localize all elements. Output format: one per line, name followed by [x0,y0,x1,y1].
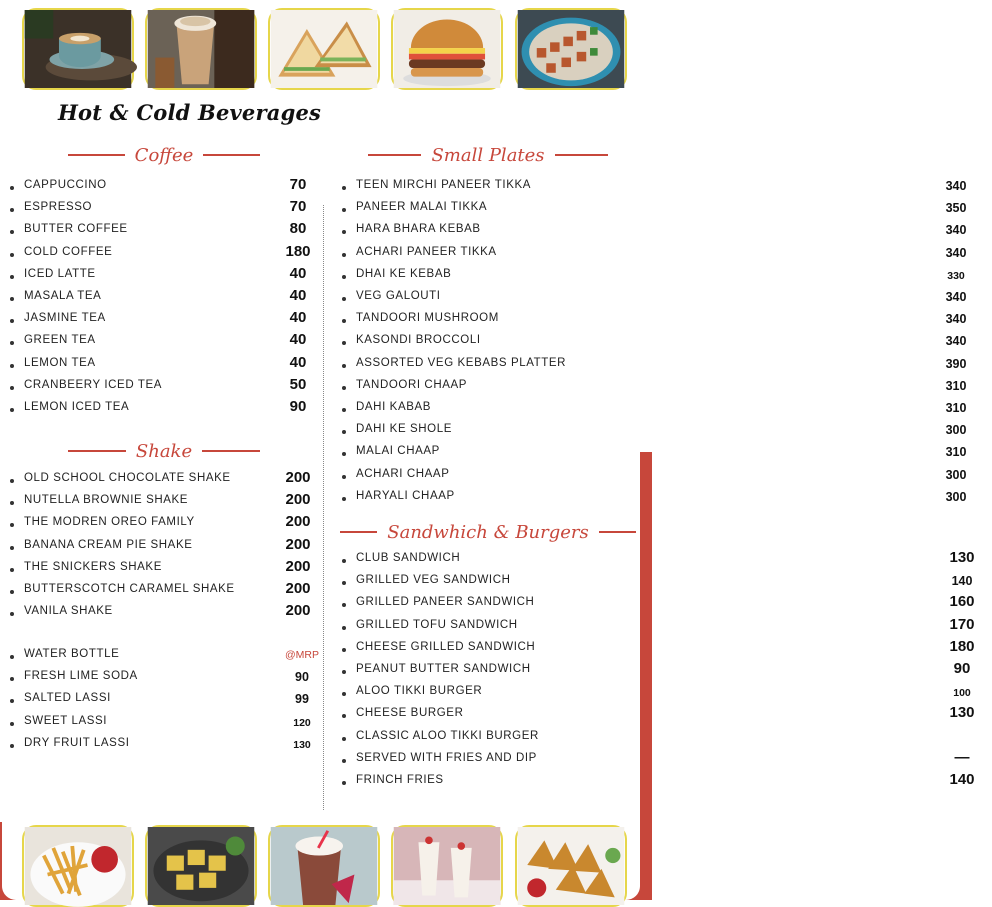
bullet-icon [10,208,14,212]
menu-item-price: 70 [289,176,307,193]
sandwich-photo [268,8,380,90]
menu-item-price: 200 [285,580,311,597]
menu-item-price: 330 [947,269,965,282]
menu-item-price: 340 [945,179,967,193]
menu-item-row [342,442,967,464]
bullet-icon [10,501,14,505]
bullet-icon [342,319,346,323]
menu-item-price: 90 [289,398,307,415]
menu-item-row [342,265,965,287]
menu-item-name: PANEER MALAI TIKKA [356,201,488,214]
menu-item-price: 130 [293,738,311,751]
menu-item-name: SWEET LASSI [24,714,108,727]
menu-item-name: THE SNICKERS SHAKE [24,560,162,573]
bullet-icon [342,408,346,412]
menu-item-row [10,712,310,734]
menu-item-price: 200 [285,513,311,531]
menu-item-row [342,176,967,198]
top-photo-strip [0,8,652,90]
menu-item-name: FRINCH FRIES [356,774,444,786]
menu-item-name: BUTTERSCOTCH CARAMEL SHAKE [24,583,235,595]
bullet-icon [342,208,346,212]
bullet-icon [10,386,14,390]
bullet-icon [10,590,14,594]
menu-item-name: PEANUT BUTTER SANDWICH [356,663,531,675]
menu-item-price: 200 [285,535,311,553]
bullet-icon [342,559,346,563]
menu-item-name: MALAI CHAAP [356,445,440,458]
menu-item-price: 100 [953,687,971,700]
bullet-icon [342,364,346,368]
bullet-icon [342,759,346,763]
bullet-icon [10,479,14,483]
menu-item-price: 99 [295,692,309,707]
menu-item-name: HARA BHARA KEBAB [356,223,481,236]
menu-item-price: 200 [285,491,311,509]
menu-item-row [342,637,975,660]
small-plates-heading-text: Small Plates [431,144,545,166]
heading-rule [68,154,125,156]
menu-item-name: COLD COFFEE [24,245,113,258]
menu-item-price: 90 [295,670,309,685]
bullet-icon [342,297,346,301]
coffee-cup-photo [22,8,134,90]
menu-item-price: 50 [289,375,307,393]
heading-rule [68,450,126,452]
bullet-icon [10,699,14,703]
menu-item-name: THE MODREN OREO FAMILY [24,516,195,529]
menu-item-price: 170 [949,615,975,633]
menu-item-name: ICED LATTE [24,267,96,280]
menu-item-name: DAHI KABAB [356,401,432,413]
menu-item-name: CRANBEERY ICED TEA [24,378,162,391]
menu-item-row [342,220,967,242]
menu-item-row [342,398,967,420]
cold-coffee-photo [145,8,257,90]
menu-item-price: 340 [945,312,967,327]
bullet-icon [10,253,14,257]
menu-item-name: DRY FRUIT LASSI [24,736,130,749]
menu-item-name: ALOO TIKKI BURGER [356,685,483,698]
menu-item-price: 300 [945,423,967,438]
menu-item-row [342,243,967,265]
menu-item-name: NUTELLA BROWNIE SHAKE [24,494,189,507]
menu-item-row [342,420,967,442]
menu-item-row [10,689,310,711]
menu-item-row [342,660,971,682]
menu-item-price: 40 [289,353,307,371]
menu-item-row [10,558,310,580]
menu-item-name: ACHARI CHAAP [356,467,450,480]
menu-item-row [342,465,967,487]
menu-item-price: 180 [949,637,975,655]
menu-item-name: LEMON ICED TEA [24,401,130,413]
menu-item-price: 300 [945,467,967,482]
bullet-icon [342,430,346,434]
menu-item-row [10,469,310,491]
menu-item-price: 310 [945,445,967,460]
menu-item-row [10,376,310,398]
menu-item-price: 40 [289,309,307,327]
bullet-icon [342,275,346,279]
menu-title: Hot & Cold Beverages [58,100,322,125]
dhokla-photo [145,825,257,907]
menu-item-price: 130 [949,704,975,722]
menu-item-name: BUTTER COFFEE [24,223,128,236]
menu-item-row [342,198,967,220]
menu-item-price: 300 [945,489,967,504]
bullet-icon [342,386,346,390]
menu-item-price: 130 [949,549,975,566]
menu-item-row [10,265,310,287]
menu-item-row [342,771,975,793]
menu-item-row [10,398,310,420]
shake-heading-text: Shake [135,440,193,462]
menu-item-price: 340 [945,223,967,238]
menu-item-name: TEEN MIRCHI PANEER TIKKA [356,179,532,191]
menu-item-price: 160 [949,593,975,611]
menu-item-name: CLASSIC ALOO TIKKI BURGER [356,729,539,742]
menu-item-row [342,287,967,309]
menu-item-row [10,602,310,624]
bullet-icon [342,341,346,345]
menu-item-name: GREEN TEA [24,334,96,347]
bullet-icon [10,568,14,572]
bullet-icon [10,319,14,323]
menu-item-row [10,198,310,220]
menu-item-row [10,580,310,602]
coffee-heading-text: Coffee [134,144,194,166]
bottom-photo-strip [0,825,652,905]
menu-item-name: SALTED LASSI [24,692,111,705]
bullet-icon [342,581,346,585]
heading-rule [202,450,260,452]
menu-item-row [342,615,975,638]
menu-item-price: 200 [285,557,311,575]
menu-item-name: TANDOORI CHAAP [356,378,468,391]
menu-item-name: DHAI KE KEBAB [356,267,452,280]
menu-item-row [342,354,967,376]
samosa-photo [515,825,627,907]
french-fries-photo [22,825,134,907]
menu-item-name: ASSORTED VEG KEBABS PLATTER [356,356,567,369]
menu-item-price: 90 [953,660,971,677]
bullet-icon [10,744,14,748]
bullet-icon [342,253,346,257]
bullet-icon [342,737,346,741]
milkshake-photo [268,825,380,907]
menu-item-row [10,220,310,242]
menu-item-name: OLD SCHOOL CHOCOLATE SHAKE [24,472,231,484]
kebab-skewer-photo [515,8,627,90]
menu-item-price: 80 [289,220,307,238]
menu-item-name: ACHARI PANEER TIKKA [356,245,497,258]
menu-item-row [342,704,975,726]
menu-item-price: 140 [951,574,973,589]
menu-item-price: 340 [945,334,967,349]
menu-item-name: LEMON TEA [24,356,96,369]
menu-item-price: 140 [949,771,975,788]
menu-item-price: — [954,748,970,766]
menu-item-price: 40 [289,287,307,304]
heading-rule [203,154,260,156]
bullet-icon [342,692,346,696]
bullet-icon [10,275,14,279]
menu-item-row [342,593,975,615]
menu-item-name: GRILLED PANEER SANDWICH [356,596,535,609]
menu-item-row [342,309,967,331]
menu-item-row [10,667,310,689]
menu-item-name: CLUB SANDWICH [356,552,461,564]
bullet-icon [10,364,14,368]
bullet-icon [342,648,346,652]
bullet-icon [342,781,346,785]
sandwich-heading [340,521,636,543]
menu-item-name: VEG GALOUTI [356,290,441,302]
menu-item-row [342,376,967,398]
bullet-icon [10,655,14,659]
menu-item-row [342,331,967,353]
bullet-icon [10,722,14,726]
bullet-icon [10,341,14,345]
bullet-icon [342,452,346,456]
menu-item-row [342,487,967,509]
menu-item-row [10,734,310,756]
menu-item-price: 350 [945,201,967,216]
menu-item-name: FRESH LIME SODA [24,670,138,683]
bullet-icon [10,546,14,550]
menu-item-row [10,491,310,513]
menu-item-price: 310 [945,401,967,415]
menu-item-name: CHEESE BURGER [356,707,464,720]
bullet-icon [342,497,346,501]
menu-item-row [10,287,310,309]
menu-item-name: HARYALI CHAAP [356,489,455,502]
menu-item-price: 310 [945,378,967,393]
bullet-icon [10,297,14,301]
lassi-glasses-photo [391,825,503,907]
menu-item-price: 390 [945,356,967,371]
bullet-icon [10,230,14,234]
menu-item-row [10,536,310,558]
menu-item-name: WATER BOTTLE [24,648,120,660]
menu-item-row [10,354,310,376]
menu-item-price: 340 [945,290,967,304]
bullet-icon [10,612,14,616]
small-plates-heading [368,144,608,166]
menu-item-price: 70 [289,198,307,216]
bullet-icon [342,670,346,674]
menu-item-name: CHEESE GRILLED SANDWICH [356,640,536,653]
bullet-icon [10,408,14,412]
menu-item-row [342,748,970,771]
menu-item-name: VANILA SHAKE [24,605,113,618]
menu-item-price: @MRP [285,649,319,661]
menu-item-row [342,682,971,704]
menu-item-price: 120 [293,716,311,729]
menu-item-price: 40 [289,331,307,349]
menu-item-name: TANDOORI MUSHROOM [356,312,499,325]
menu-item-name: ESPRESSO [24,201,93,214]
menu-item-row [10,513,310,535]
bullet-icon [342,475,346,479]
menu-item-price: 40 [289,264,307,282]
menu-item-name: DAHI KE SHOLE [356,423,452,436]
menu-item-name: MASALA TEA [24,290,102,302]
menu-item-row [342,571,973,593]
menu-item-row [342,727,642,749]
menu-item-name: GRILLED TOFU SANDWICH [356,618,518,631]
menu-item-row [10,331,310,353]
menu-item-row [10,176,310,198]
menu-item-price: 200 [285,602,311,620]
menu-item-name: CAPPUCCINO [24,179,107,191]
bullet-icon [10,677,14,681]
menu-item-row [342,549,975,571]
menu-item-name: JASMINE TEA [24,312,106,325]
menu-item-row [10,309,310,331]
heading-rule [340,531,377,533]
bullet-icon [342,626,346,630]
menu-item-name: SERVED WITH FRIES AND DIP [356,751,537,764]
menu-item-price: 200 [285,469,311,486]
menu-item-price: 340 [945,245,967,260]
bullet-icon [10,186,14,190]
bullet-icon [342,714,346,718]
menu-item-price: 180 [285,242,311,260]
menu-item-name: GRILLED VEG SANDWICH [356,574,511,587]
bullet-icon [342,186,346,190]
shake-heading [68,440,260,462]
heading-rule [368,154,421,156]
heading-rule [555,154,608,156]
sandwich-heading-text: Sandwhich & Burgers [387,521,589,543]
menu-item-row [10,243,310,265]
coffee-heading [68,144,260,166]
bullet-icon [10,523,14,527]
menu-item-name: BANANA CREAM PIE SHAKE [24,538,193,551]
bullet-icon [342,230,346,234]
burger-photo [391,8,503,90]
heading-rule [599,531,636,533]
bullet-icon [342,603,346,607]
menu-item-name: KASONDI BROCCOLI [356,334,481,347]
menu-item-row [10,645,319,667]
